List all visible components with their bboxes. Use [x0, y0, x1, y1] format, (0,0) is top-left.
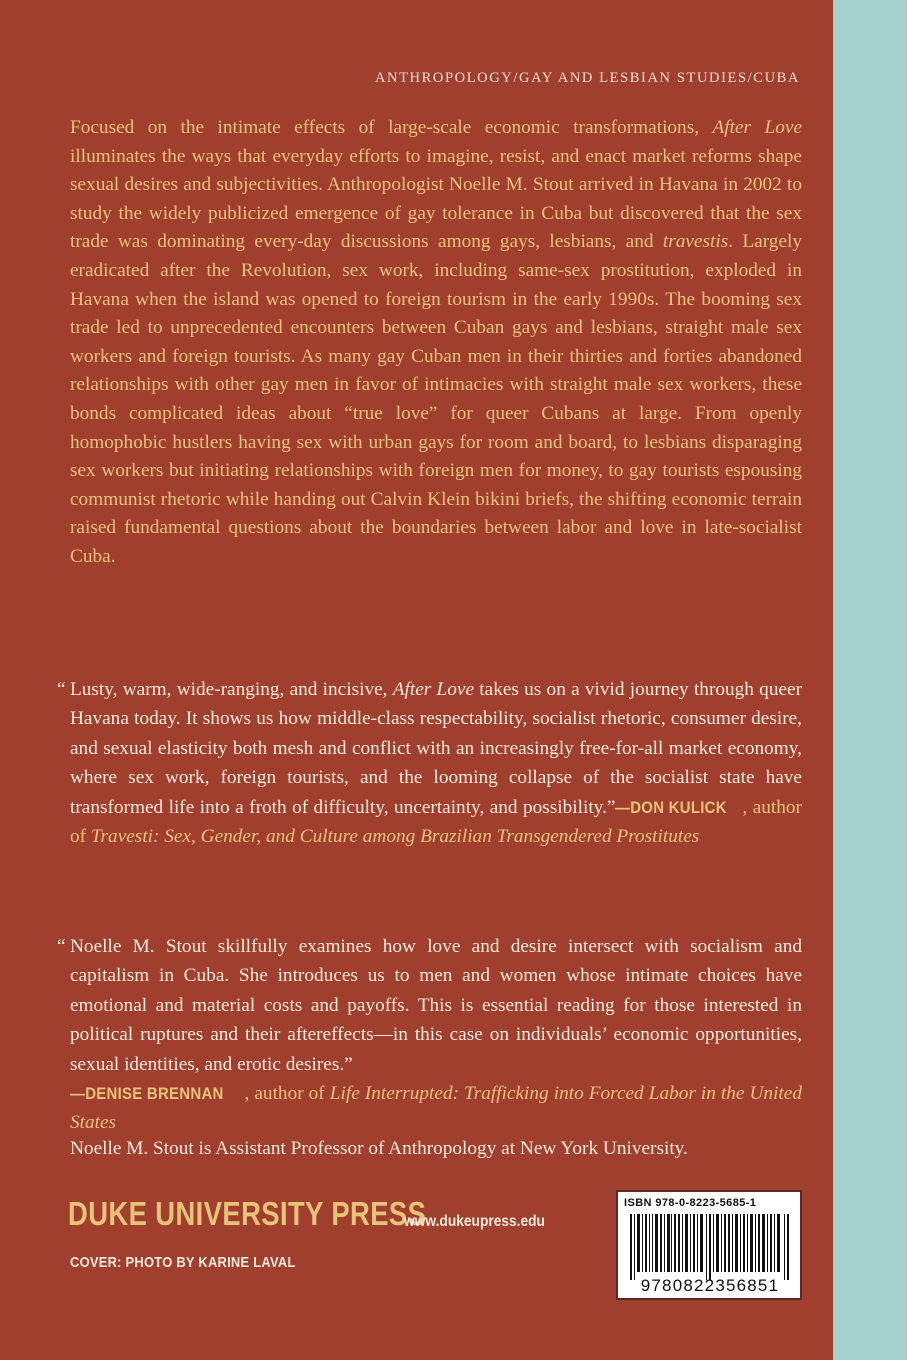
endorser-name: —DON KULICK [615, 797, 728, 817]
spine-strip [833, 0, 907, 1360]
barcode-number: 9780822356851 [640, 1276, 780, 1295]
quote-text: Lusty, warm, wide-ranging, and incisive, [70, 679, 393, 700]
quote-text: Noelle M. Stout skillfully examines how love and desire intersect with socialism and capitalism in Cuba. She introduces us to men and women whose intimate choices have emotional and material costs and payoffs. This is essential reading for those interested in political ruptures and their aftereffects—in this case on individuals’ economic opportunities, sexual identities, and erotic desires.” [70, 936, 802, 1075]
attribution-prefix: , author of [244, 1083, 330, 1105]
quote-text: takes us on a vivid journey through queer Havana today. It shows us how middle-class respectability, socialist rhetoric, consumer desire, and sexual elasticity both mesh and conflict with an increasingly free-for-all market economy, where sex work, foreign tourists, and the looming collapse of the socialist state have transformed life into a froth of difficulty, uncertainty, and possibility.” [70, 679, 803, 818]
endorser-book-title: Travesti: Sex, Gender, and Culture among Brazilian Transgendered Prostitutes [90, 826, 700, 848]
book-description [70, 114, 802, 572]
description-text: Focused on the intimate effects of large-scale economic transformations, [70, 117, 713, 138]
isbn-barcode-box [616, 1190, 802, 1300]
description-text: . Largely eradicated after the Revolution, sex work, including same-sex prostitution, exploded in Havana when the island was opened to foreign tourism in the early 1990s. The booming sex trade led to unprecedented encounters between Cuban gays and lesbians, straight male sex workers and foreign tourists. As many gay Cuban men in their thirties and forties abandoned relationships with other gay men in favor of intimacies with straight male sex workers, these bonds complicated ideas about “true love” for queer Cubans at large. From openly homophobic hustlers having sex with urban gays for room and board, to lesbians disparaging sex workers but initiating relationships with foreign men for money, to gay tourists espousing communist rhetoric while handing out Calvin Klein bikini briefs, the shifting economic terrain raised fundamental questions about the boundaries between labor and love in late-socialist Cuba. [70, 231, 802, 567]
endorsement-kulick [57, 675, 803, 851]
publisher-url[interactable]: www.dukeupress.edu [404, 1213, 545, 1230]
publisher-name: DUKE UNIVERSITY PRESS [68, 1195, 427, 1232]
author-bio: Noelle M. Stout is Assistant Professor of Anthropology at New York University. [70, 1138, 688, 1159]
open-quote: “ [57, 936, 66, 957]
isbn-label: ISBN 978-0-8223-5685-1 [624, 1197, 757, 1209]
endorser-book-title: Life Interrupted: Trafficking into Forced Labor in the United States [70, 1083, 802, 1134]
cover-credit: COVER: PHOTO BY KARINE LAVAL [70, 1254, 296, 1271]
attribution-prefix: , author of [70, 796, 802, 848]
barcode-graphic [630, 1214, 792, 1280]
description-text: illuminates the ways that everyday efforts to imagine, resist, and enact market reforms shape sexual desires and subjectivities. Anthropologist Noelle M. Stout arrived in Havana in 2002 to study the widely publicized emergence of gay tolerance in Cuba but discovered that the sex trade was dominating every-day discussions among gays, lesbians, and [70, 145, 802, 253]
quote-book-title: After Love [392, 679, 475, 700]
open-quote: “ [57, 679, 66, 700]
endorsement-brennan [57, 932, 802, 1138]
category-label: ANTHROPOLOGY/GAY AND LESBIAN STUDIES/CUBA [374, 70, 800, 86]
description-book-title: After Love [712, 117, 802, 138]
description-italic-term: travestis [662, 231, 729, 253]
endorser-name: —DENISE BRENNAN [70, 1084, 224, 1104]
